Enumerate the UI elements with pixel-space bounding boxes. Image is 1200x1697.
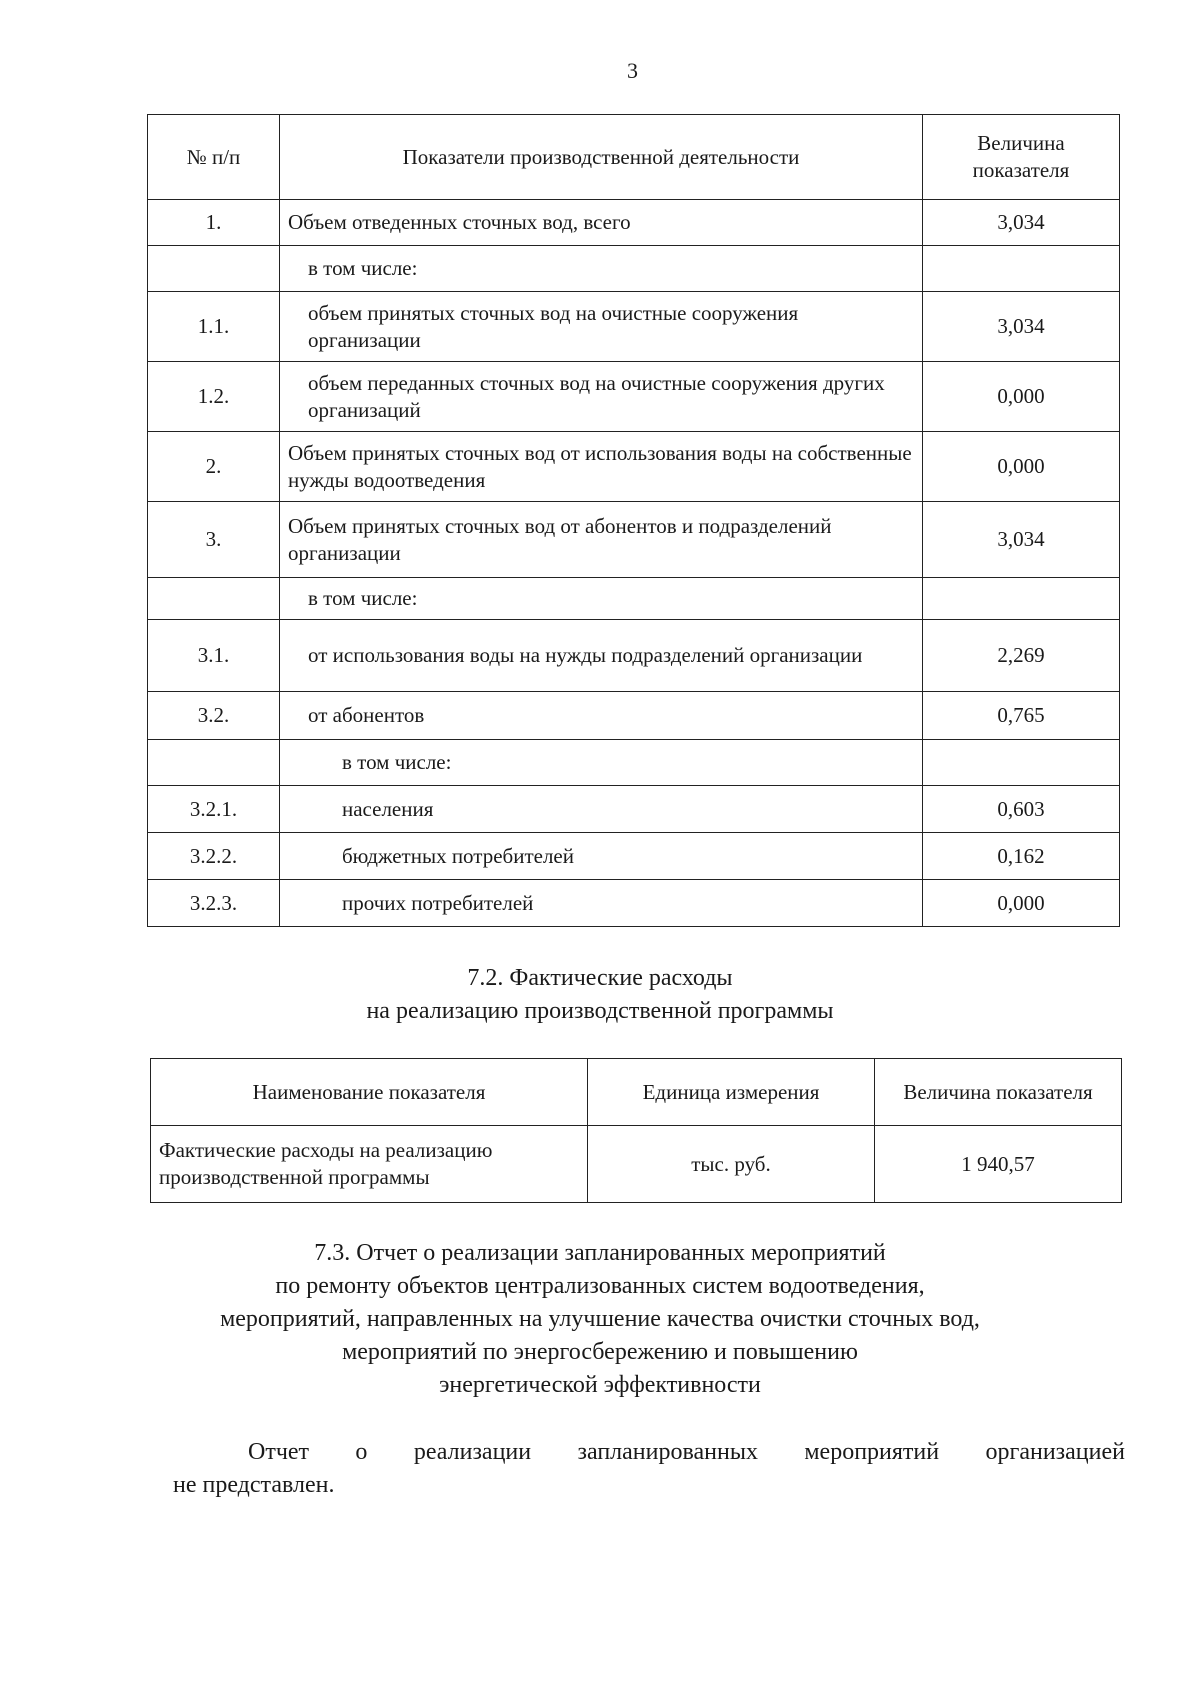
row-indicator: в том числе:	[280, 246, 923, 292]
row-value: 0,000	[923, 432, 1120, 502]
table-row	[148, 880, 1120, 927]
row-number: 2.	[148, 432, 280, 502]
table-row	[148, 578, 1120, 620]
row-indicator: объем принятых сточных вод на очистные сооружения организации	[280, 292, 923, 362]
row-number: 1.1.	[148, 292, 280, 362]
section-7-3-title-line: мероприятий, направленных на улучшение качества очистки сточных вод,	[220, 1306, 980, 1332]
header-indicator: Показатели производственной деятельности	[280, 115, 923, 200]
row-value: 3,034	[923, 292, 1120, 362]
row-indicator: в том числе:	[280, 740, 923, 786]
table-row	[148, 620, 1120, 692]
expenses-table	[150, 1058, 1122, 1203]
report-paragraph	[173, 1436, 1125, 1502]
row-number: 3.2.3.	[148, 880, 280, 927]
row-number	[148, 578, 280, 620]
row-value: 3,034	[923, 502, 1120, 578]
row-indicator: бюджетных потребителей	[280, 833, 923, 880]
row-number: 1.2.	[148, 362, 280, 432]
header-value: Величина показателя	[923, 115, 1120, 200]
section-7-3-heading	[0, 1237, 1200, 1402]
row-value	[923, 740, 1120, 786]
section-7-2-title-line: на реализацию производственной программы	[366, 998, 834, 1024]
table-row	[151, 1126, 1122, 1203]
row-number: 3.	[148, 502, 280, 578]
row-value: 0,000	[923, 362, 1120, 432]
row-number	[148, 740, 280, 786]
table-row	[148, 502, 1120, 578]
row-indicator: населения	[280, 786, 923, 833]
header-indicator-name: Наименование показателя	[151, 1059, 588, 1126]
row-number: 3.2.	[148, 692, 280, 740]
row-indicator: прочих потребителей	[280, 880, 923, 927]
row-value	[923, 246, 1120, 292]
row-value: 0,000	[923, 880, 1120, 927]
section-7-2-title-line: 7.2. Фактические расходы	[467, 965, 733, 991]
section-7-3-title-line: энергетической эффективности	[439, 1372, 761, 1398]
row-number: 3.1.	[148, 620, 280, 692]
row-value: 1 940,57	[875, 1126, 1122, 1203]
row-value: 0,603	[923, 786, 1120, 833]
row-value: 0,765	[923, 692, 1120, 740]
row-indicator: от использования воды на нужды подразделений организации	[280, 620, 923, 692]
row-indicator: объем переданных сточных вод на очистные сооружения других организаций	[280, 362, 923, 432]
table-row	[148, 740, 1120, 786]
row-indicator: в том числе:	[280, 578, 923, 620]
table-row	[148, 292, 1120, 362]
header-unit: Единица измерения	[588, 1059, 875, 1126]
row-indicator: Объем принятых сточных вод от использования воды на собственные нужды водоотведения	[280, 432, 923, 502]
table-row	[148, 692, 1120, 740]
table-header-row	[148, 115, 1120, 200]
table-row	[148, 786, 1120, 833]
row-value	[923, 578, 1120, 620]
row-indicator-name: Фактические расходы на реализацию производственной программы	[151, 1126, 588, 1203]
table-header-row	[151, 1059, 1122, 1126]
section-7-3-title-line: по ремонту объектов централизованных систем водоотведения,	[275, 1273, 925, 1299]
production-indicators-table	[147, 114, 1120, 927]
row-value: 0,162	[923, 833, 1120, 880]
page-number: 3	[627, 58, 638, 83]
paragraph-line: не представлен.	[173, 1472, 335, 1498]
section-7-3-title-line: мероприятий по энергосбережению и повышению	[342, 1339, 858, 1365]
table-row	[148, 432, 1120, 502]
table-row	[148, 246, 1120, 292]
header-value: Величина показателя	[875, 1059, 1122, 1126]
row-indicator: Объем отведенных сточных вод, всего	[280, 200, 923, 246]
paragraph-line: Отчет о реализации запланированных мероприятий организацией	[248, 1439, 1125, 1465]
row-number: 1.	[148, 200, 280, 246]
row-indicator: Объем принятых сточных вод от абонентов и подразделений организации	[280, 502, 923, 578]
section-7-3-title-line: 7.3. Отчет о реализации запланированных мероприятий	[314, 1240, 886, 1266]
header-number: № п/п	[148, 115, 280, 200]
row-unit: тыс. руб.	[588, 1126, 875, 1203]
table-row	[148, 833, 1120, 880]
table-row	[148, 362, 1120, 432]
row-number: 3.2.2.	[148, 833, 280, 880]
section-7-2-heading	[0, 962, 1200, 1028]
table-row	[148, 200, 1120, 246]
row-value: 3,034	[923, 200, 1120, 246]
row-indicator: от абонентов	[280, 692, 923, 740]
row-number	[148, 246, 280, 292]
row-number: 3.2.1.	[148, 786, 280, 833]
row-value: 2,269	[923, 620, 1120, 692]
